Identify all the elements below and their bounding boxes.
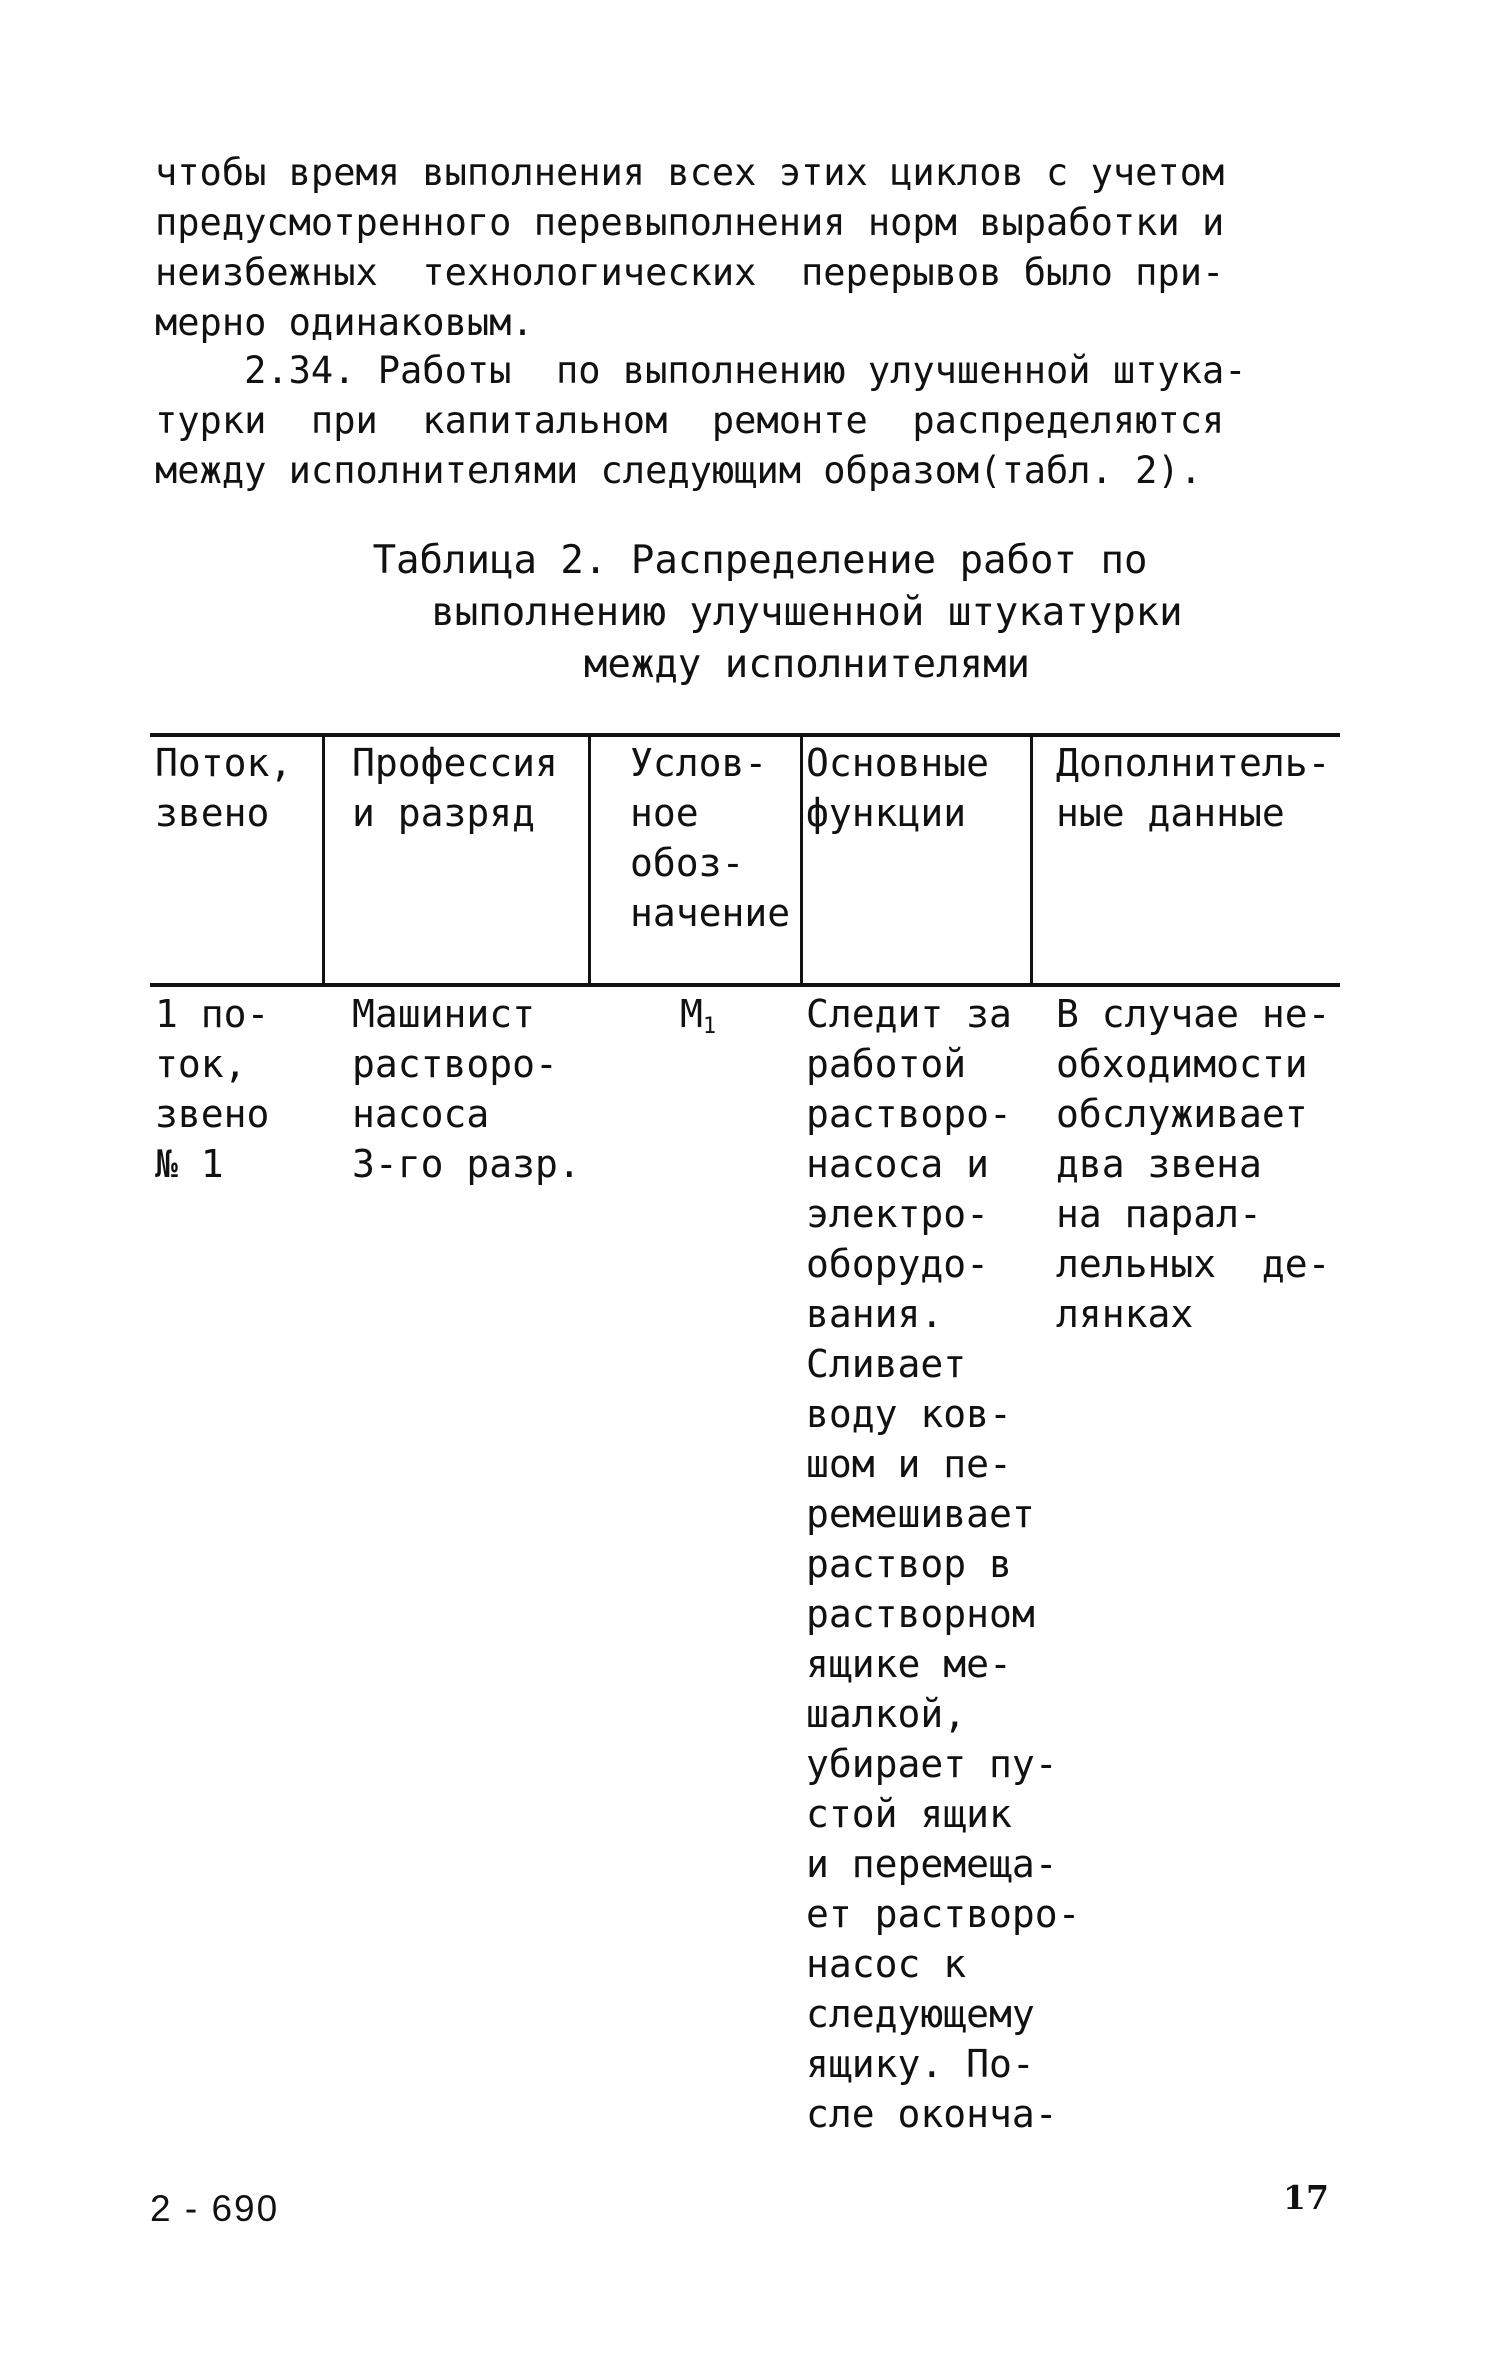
designation-letter: М [680, 992, 703, 1036]
header-functions: Основные функции [806, 741, 990, 835]
page-number: 17 [1283, 2178, 1329, 2217]
header-designation: Услов- ное обоз- начение [630, 741, 791, 935]
row1-profession: Машинист растворо- насоса 3-го разр. [352, 992, 581, 1186]
table-caption: Таблица 2. Распределение работ по выполнению улучшенной штукатурки между исполнителями [372, 538, 1183, 687]
header-additional: Дополнитель- ные данные [1056, 741, 1331, 835]
intro-paragraph: чтобы время выполнения всех этих циклов с учетом предусмотренного перевыполнения норм выработки и неизбежных технологических перерывов было при- мерно одинаковым. [155, 151, 1225, 344]
table-header-rule [150, 983, 1340, 987]
row1-designation [680, 989, 716, 1052]
column-divider [588, 737, 591, 984]
footer-code: 2 - 690 [150, 2188, 280, 2229]
designation-index: 1 [702, 1014, 717, 1039]
table-top-rule [150, 733, 1340, 737]
row1-flow: 1 по- ток, звено № 1 [155, 992, 270, 1186]
header-profession: Профессия и разряд [352, 741, 558, 835]
row1-additional: В случае не- обходимости обслуживает два звена на парал- лельных де- лянках [1056, 992, 1331, 1336]
column-divider [322, 737, 325, 984]
row1-functions: Следит за работой растворо- насоса и электро- оборудо- вания. Сливает воду ков- шом и пе- ремешивает раствор в растворном ящике ме- шалкой, убирает пу- стой ящик и перемеща- ет растворо- насос к следующему ящику. По- сле оконча- [806, 992, 1081, 2136]
section-paragraph: 2.34. Работы по выполнению улучшенной штука- турки при капитальном ремонте распределяются между исполнителями следующим образом(табл. 2). [155, 349, 1247, 492]
column-divider [1030, 737, 1033, 984]
header-flow: Поток, звено [155, 741, 293, 835]
column-divider [800, 737, 803, 984]
